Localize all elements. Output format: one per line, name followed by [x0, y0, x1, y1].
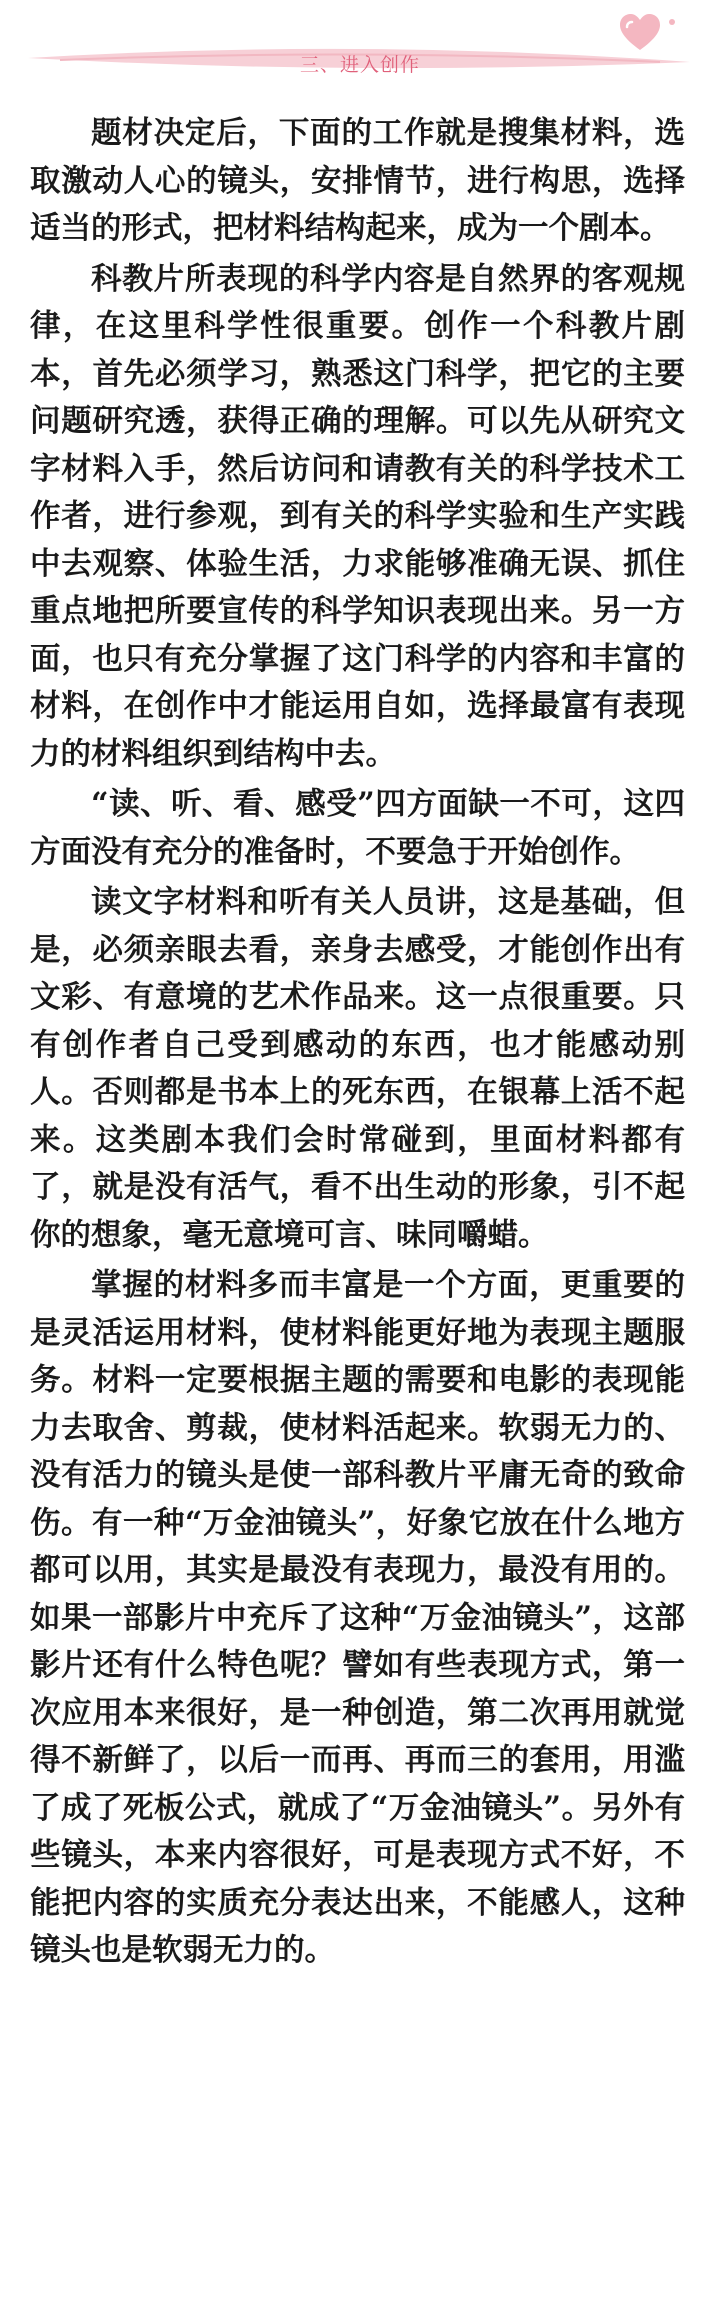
paragraph-3: “读、听、看、感受”四方面缺一不可，这四方面没有充分的准备时，不要急于开始创作。: [30, 786, 685, 870]
small-dot-icon: [669, 19, 675, 25]
paragraph-4: 读文字材料和听有关人员讲，这是基础，但是，必须亲眼去看，亲身去感受，才能创作出有文彩、有意境的艺术作品来。这一点很重要。只有创作者自己受到感动的东西，也才能感动别人。否则都是书本上的死东西，在银幕上活不起来。这类剧本我们会时常碰到，里面材料都有了，就是没有活气，看不出生动的形象，引不起你的想象，毫无意境可言、味同嚼蜡。: [30, 884, 685, 1253]
article-body: [30, 110, 685, 1975]
paragraph-5: 掌握的材料多而丰富是一个方面，更重要的是灵活运用材料，使材料能更好地为表现主题服务。材料一定要根据主题的需要和电影的表现能力去取舍、剪裁，使材料活起来。软弱无力的、没有活力的镜头是使一部科教片平庸无奇的致命伤。有一种“万金油镜头”，好象它放在什么地方都可以用，其实是最没有表现力，最没有用的。如果一部影片中充斥了这种“万金油镜头”，这部影片还有什么特色呢？譬如有些表现方式，第一次应用本来很好，是一种创造，第二次再用就觉得不新鲜了，以后一而再、再而三的套用，用滥了成了死板公式，就成了“万金油镜头”。另外有些镜头，本来内容很好，可是表现方式不好，不能把内容的实质充分表达出来，不能感人，这种镜头也是软弱无力的。: [30, 1267, 685, 1968]
heart-icon: [620, 14, 660, 50]
paragraph-1: 题材决定后，下面的工作就是搜集材料，选取激动人心的镜头，安排情节，进行构思，选择适当的形式，把材料结构起来，成为一个剧本。: [30, 115, 685, 246]
paragraph-2: 科教片所表现的科学内容是自然界的客观规律，在这里科学性很重要。创作一个科教片剧本，首先必须学习，熟悉这门科学，把它的主要问题研究透，获得正确的理解。可以先从研究文字材料入手，然后访问和请教有关的科学技术工作者，进行参观，到有关的科学实验和生产实践中去观察、体验生活，力求能够准确无误、抓住重点地把所要宣传的科学知识表现出来。另一方面，也只有充分掌握了这门科学的内容和丰富的材料，在创作中才能运用自如，选择最富有表现力的材料组织到结构中去。: [30, 260, 685, 772]
page-header: [0, 0, 720, 110]
section-title: 三、进入创作: [299, 54, 420, 76]
